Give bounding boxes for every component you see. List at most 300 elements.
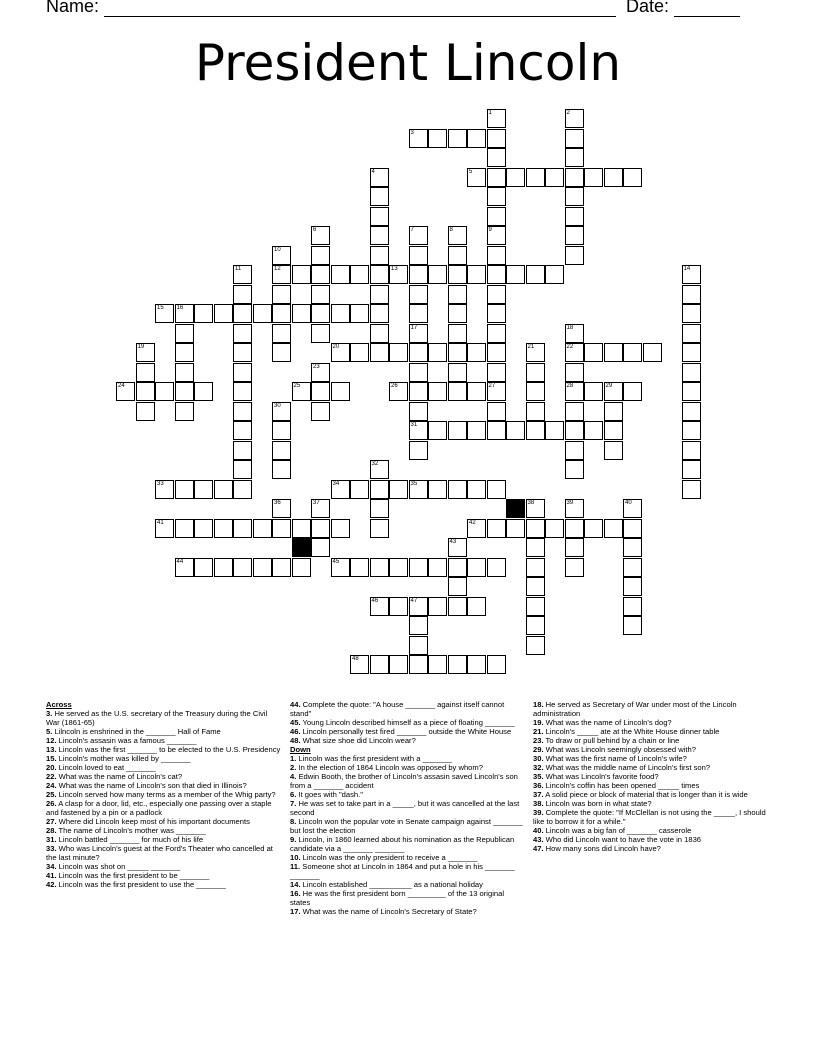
- grid-cell[interactable]: [292, 382, 311, 401]
- grid-cell[interactable]: [623, 616, 642, 635]
- grid-cell[interactable]: [487, 382, 506, 401]
- clue-text: He was the first president born _________ of the 13 original states: [290, 889, 505, 907]
- grid-cell[interactable]: [389, 265, 408, 284]
- clue-number: 21.: [533, 727, 544, 736]
- grid-cell[interactable]: [526, 616, 545, 635]
- grid-cell[interactable]: [409, 655, 428, 674]
- grid-cell[interactable]: [370, 655, 389, 674]
- grid-cell[interactable]: [682, 363, 701, 382]
- grid-cell[interactable]: [467, 421, 486, 440]
- clue-number-label: 41: [157, 519, 164, 526]
- clue-text: How many sons did Lincoln have?: [543, 844, 661, 853]
- grid-cell[interactable]: [545, 168, 564, 187]
- grid-cell[interactable]: [565, 187, 584, 206]
- grid-cell[interactable]: [526, 382, 545, 401]
- grid-cell[interactable]: [272, 519, 291, 538]
- grid-cell[interactable]: [623, 382, 642, 401]
- clue-number: 46.: [290, 727, 301, 736]
- grid-cell[interactable]: [331, 304, 350, 323]
- grid-cell[interactable]: [253, 558, 272, 577]
- clue-text: What was the name of Lincoln's dog?: [543, 718, 672, 727]
- clue-number-label: 16: [176, 305, 184, 311]
- grid-cell[interactable]: [448, 304, 467, 323]
- clue-text: What was the name of Lincoln's cat?: [56, 772, 183, 781]
- grid-cell[interactable]: [545, 421, 564, 440]
- grid-cell[interactable]: [311, 285, 330, 304]
- grid-cell[interactable]: [506, 421, 525, 440]
- grid-cell[interactable]: [487, 402, 506, 421]
- grid-cell[interactable]: [292, 265, 311, 284]
- grid-cell[interactable]: [448, 421, 467, 440]
- grid-cell[interactable]: [272, 441, 291, 460]
- grid-cell[interactable]: [331, 343, 350, 362]
- grid-cell[interactable]: [155, 480, 174, 499]
- grid-cell[interactable]: [604, 519, 623, 538]
- grid-cell[interactable]: [370, 480, 389, 499]
- grid-cell[interactable]: [214, 480, 233, 499]
- grid-cell[interactable]: [487, 285, 506, 304]
- grid-cell[interactable]: [370, 304, 389, 323]
- grid-cell[interactable]: [233, 519, 252, 538]
- grid-cell[interactable]: [233, 304, 252, 323]
- grid-cell[interactable]: [311, 499, 330, 518]
- grid-cell[interactable]: [272, 402, 291, 421]
- grid-cell[interactable]: [214, 519, 233, 538]
- grid-cell[interactable]: [175, 363, 194, 382]
- grid-cell[interactable]: [506, 519, 525, 538]
- grid-cell[interactable]: [487, 655, 506, 674]
- grid-cell[interactable]: [116, 382, 135, 401]
- grid-cell[interactable]: [526, 577, 545, 596]
- grid-cell[interactable]: [214, 558, 233, 577]
- down-heading: Down: [290, 745, 311, 754]
- grid-cell[interactable]: [565, 246, 584, 265]
- grid-cell[interactable]: [623, 558, 642, 577]
- grid-cell[interactable]: [565, 421, 584, 440]
- grid-cell[interactable]: [623, 538, 642, 557]
- grid-cell[interactable]: [253, 304, 272, 323]
- grid-cell[interactable]: [428, 265, 447, 284]
- grid-cell[interactable]: [526, 402, 545, 421]
- grid-cell[interactable]: [428, 421, 447, 440]
- grid-cell[interactable]: [565, 499, 584, 518]
- grid-cell[interactable]: [331, 480, 350, 499]
- clue-number: 18.: [533, 700, 544, 709]
- grid-cell[interactable]: [409, 382, 428, 401]
- grid-cell[interactable]: [526, 538, 545, 557]
- grid-cell[interactable]: [214, 304, 233, 323]
- grid-cell[interactable]: [448, 324, 467, 343]
- clue-number-label: 48: [352, 656, 359, 662]
- grid-cell[interactable]: [526, 363, 545, 382]
- grid-cell[interactable]: [272, 304, 291, 323]
- grid-cell[interactable]: [682, 285, 701, 304]
- grid-cell[interactable]: [389, 655, 408, 674]
- grid-cell[interactable]: [350, 265, 369, 284]
- grid-cell[interactable]: [272, 265, 291, 284]
- grid-cell[interactable]: [311, 324, 330, 343]
- grid-cell[interactable]: [565, 207, 584, 226]
- grid-cell[interactable]: [682, 441, 701, 460]
- grid-cell[interactable]: [233, 421, 252, 440]
- grid-cell[interactable]: [682, 382, 701, 401]
- grid-cell[interactable]: [409, 324, 428, 343]
- grid-cell[interactable]: [682, 265, 701, 284]
- grid-cell[interactable]: [311, 538, 330, 557]
- grid-cell[interactable]: [350, 655, 369, 674]
- clue-text: What size shoe did Lincoln wear?: [300, 736, 416, 745]
- grid-cell[interactable]: [467, 597, 486, 616]
- grid-cell[interactable]: [311, 519, 330, 538]
- grid-cell[interactable]: [409, 597, 428, 616]
- grid-cell[interactable]: [526, 558, 545, 577]
- grid-cell[interactable]: [448, 285, 467, 304]
- grid-cell[interactable]: [623, 597, 642, 616]
- grid-cell[interactable]: [428, 382, 447, 401]
- grid-cell[interactable]: [331, 382, 350, 401]
- grid-cell[interactable]: [428, 558, 447, 577]
- grid-cell[interactable]: [233, 480, 252, 499]
- clue-number-label: 17: [410, 324, 418, 331]
- grid-cell[interactable]: [565, 441, 584, 460]
- grid-cell[interactable]: [526, 343, 545, 362]
- grid-cell[interactable]: [409, 402, 428, 421]
- grid-cell[interactable]: [194, 382, 213, 401]
- grid-cell[interactable]: [389, 558, 408, 577]
- grid-cell[interactable]: [565, 460, 584, 479]
- grid-cell[interactable]: [272, 343, 291, 362]
- grid-cell[interactable]: [487, 129, 506, 148]
- grid-cell[interactable]: [136, 363, 155, 382]
- grid-cell[interactable]: [487, 343, 506, 362]
- grid-cell[interactable]: [565, 402, 584, 421]
- grid-cell[interactable]: [233, 324, 252, 343]
- grid-cell[interactable]: [682, 460, 701, 479]
- grid-cell[interactable]: [565, 343, 584, 362]
- grid-cell[interactable]: [389, 382, 408, 401]
- clue-number-label: 26: [391, 383, 398, 389]
- grid-cell[interactable]: [487, 304, 506, 323]
- grid-cell[interactable]: [370, 499, 389, 518]
- grid-cell[interactable]: [604, 421, 623, 440]
- grid-cell[interactable]: [604, 382, 623, 401]
- grid-cell[interactable]: [565, 363, 584, 382]
- grid-cell[interactable]: [565, 558, 584, 577]
- grid-cell[interactable]: [487, 246, 506, 265]
- grid-cell[interactable]: [467, 480, 486, 499]
- grid-cell[interactable]: [448, 577, 467, 596]
- grid-cell[interactable]: [370, 324, 389, 343]
- grid-cell[interactable]: [233, 441, 252, 460]
- grid-cell[interactable]: [350, 558, 369, 577]
- grid-cell[interactable]: [682, 304, 701, 323]
- grid-cell[interactable]: [487, 109, 506, 128]
- grid-cell[interactable]: [409, 226, 428, 245]
- grid-cell[interactable]: [604, 441, 623, 460]
- clue: [290, 700, 526, 718]
- grid-cell[interactable]: [409, 246, 428, 265]
- grid-cell[interactable]: [545, 265, 564, 284]
- grid-cell[interactable]: [409, 265, 428, 284]
- clue: [290, 817, 526, 835]
- grid-cell[interactable]: [487, 519, 506, 538]
- grid-cell[interactable]: [467, 129, 486, 148]
- grid-cell[interactable]: [565, 324, 584, 343]
- grid-cell[interactable]: [467, 519, 486, 538]
- grid-cell[interactable]: [233, 558, 252, 577]
- grid-cell[interactable]: [584, 421, 603, 440]
- grid-cell[interactable]: [175, 343, 194, 362]
- grid-cell[interactable]: [233, 265, 252, 284]
- grid-cell[interactable]: [370, 597, 389, 616]
- grid-cell[interactable]: [448, 480, 467, 499]
- grid-cell[interactable]: [409, 304, 428, 323]
- grid-cell[interactable]: [584, 382, 603, 401]
- grid-cell[interactable]: [389, 480, 408, 499]
- grid-cell[interactable]: [526, 421, 545, 440]
- grid-cell[interactable]: [194, 519, 213, 538]
- grid-cell[interactable]: [350, 480, 369, 499]
- grid-cell[interactable]: [370, 226, 389, 245]
- grid-cell[interactable]: [623, 499, 642, 518]
- grid-cell[interactable]: [175, 382, 194, 401]
- clue-number: 43.: [533, 835, 544, 844]
- grid-cell[interactable]: [467, 168, 486, 187]
- clue-number: 33.: [46, 844, 57, 853]
- grid-cell[interactable]: [331, 265, 350, 284]
- grid-cell[interactable]: [428, 597, 447, 616]
- grid-cell[interactable]: [331, 558, 350, 577]
- grid-cell[interactable]: [194, 304, 213, 323]
- grid-cell[interactable]: [370, 558, 389, 577]
- grid-cell[interactable]: [175, 304, 194, 323]
- grid-cell[interactable]: [311, 265, 330, 284]
- grid-cell[interactable]: [175, 480, 194, 499]
- grid-cell[interactable]: [487, 168, 506, 187]
- grid-cell[interactable]: [487, 421, 506, 440]
- grid-cell[interactable]: [526, 499, 545, 518]
- grid-cell[interactable]: [487, 363, 506, 382]
- grid-cell[interactable]: [643, 343, 662, 362]
- grid-cell[interactable]: [409, 558, 428, 577]
- clue-number-label: 32: [371, 461, 379, 467]
- grid-cell[interactable]: [331, 519, 350, 538]
- grid-cell[interactable]: [565, 382, 584, 401]
- clue-text: Lincoln was the first president with a _______: [296, 754, 453, 763]
- grid-cell[interactable]: [409, 636, 428, 655]
- black-square: [292, 538, 311, 557]
- grid-cell[interactable]: [448, 343, 467, 362]
- clue-number: 22.: [46, 772, 57, 781]
- grid-cell[interactable]: [526, 519, 545, 538]
- grid-cell[interactable]: [292, 304, 311, 323]
- grid-cell[interactable]: [233, 363, 252, 382]
- grid-cell[interactable]: [448, 655, 467, 674]
- grid-cell[interactable]: [565, 538, 584, 557]
- grid-cell[interactable]: [428, 129, 447, 148]
- grid-cell[interactable]: [311, 246, 330, 265]
- grid-cell[interactable]: [311, 226, 330, 245]
- grid-cell[interactable]: [467, 558, 486, 577]
- grid-cell[interactable]: [272, 499, 291, 518]
- grid-cell[interactable]: [311, 382, 330, 401]
- clue-text: Lincoln won the popular vote in Senate campaign against _______ but lost the election: [290, 817, 523, 835]
- grid-cell[interactable]: [350, 343, 369, 362]
- grid-cell[interactable]: [487, 148, 506, 167]
- grid-cell[interactable]: [233, 402, 252, 421]
- grid-cell[interactable]: [565, 129, 584, 148]
- grid-cell[interactable]: [448, 558, 467, 577]
- grid-cell[interactable]: [448, 246, 467, 265]
- grid-cell[interactable]: [155, 382, 174, 401]
- grid-cell[interactable]: [584, 343, 603, 362]
- grid-cell[interactable]: [136, 402, 155, 421]
- grid-cell[interactable]: [467, 265, 486, 284]
- grid-cell[interactable]: [175, 519, 194, 538]
- clue-number-label: 9: [488, 227, 492, 233]
- grid-cell[interactable]: [136, 343, 155, 362]
- grid-cell[interactable]: [370, 519, 389, 538]
- clue-number-label: 5: [469, 168, 473, 175]
- clue-text: He served as the U.S. secretary of the Treasury during the Civil War (1861-65): [46, 709, 268, 727]
- grid-cell[interactable]: [292, 558, 311, 577]
- grid-cell[interactable]: [370, 285, 389, 304]
- grid-cell[interactable]: [448, 538, 467, 557]
- grid-cell[interactable]: [175, 402, 194, 421]
- grid-cell[interactable]: [487, 207, 506, 226]
- grid-cell[interactable]: [448, 597, 467, 616]
- grid-cell[interactable]: [350, 304, 369, 323]
- grid-cell[interactable]: [311, 402, 330, 421]
- grid-cell[interactable]: [409, 285, 428, 304]
- grid-cell[interactable]: [272, 324, 291, 343]
- grid-cell[interactable]: [623, 577, 642, 596]
- grid-cell[interactable]: [506, 265, 525, 284]
- grid-cell[interactable]: [428, 655, 447, 674]
- grid-cell[interactable]: [370, 168, 389, 187]
- grid-cell[interactable]: [194, 558, 213, 577]
- grid-cell[interactable]: [487, 324, 506, 343]
- grid-cell[interactable]: [389, 597, 408, 616]
- clue-number: 11.: [290, 862, 301, 871]
- grid-cell[interactable]: [448, 382, 467, 401]
- grid-cell[interactable]: [155, 304, 174, 323]
- clue: [290, 763, 526, 772]
- grid-cell[interactable]: [506, 168, 525, 187]
- grid-cell[interactable]: [584, 168, 603, 187]
- grid-cell[interactable]: [253, 519, 272, 538]
- grid-cell[interactable]: [623, 168, 642, 187]
- clue: [533, 727, 769, 736]
- grid-cell[interactable]: [448, 265, 467, 284]
- grid-cell[interactable]: [175, 324, 194, 343]
- grid-cell[interactable]: [370, 460, 389, 479]
- grid-cell[interactable]: [272, 558, 291, 577]
- grid-cell[interactable]: [682, 402, 701, 421]
- grid-cell[interactable]: [233, 343, 252, 362]
- grid-cell[interactable]: [604, 168, 623, 187]
- grid-cell[interactable]: [526, 597, 545, 616]
- grid-cell[interactable]: [409, 480, 428, 499]
- grid-cell[interactable]: [428, 343, 447, 362]
- grid-cell[interactable]: [409, 616, 428, 635]
- grid-cell[interactable]: [272, 460, 291, 479]
- grid-cell[interactable]: [370, 265, 389, 284]
- grid-cell[interactable]: [311, 363, 330, 382]
- grid-cell[interactable]: [565, 226, 584, 245]
- grid-cell[interactable]: [487, 265, 506, 284]
- grid-cell[interactable]: [292, 519, 311, 538]
- grid-cell[interactable]: [272, 246, 291, 265]
- grid-cell[interactable]: [565, 519, 584, 538]
- grid-cell[interactable]: [526, 168, 545, 187]
- grid-cell[interactable]: [545, 519, 564, 538]
- grid-cell[interactable]: [467, 655, 486, 674]
- grid-cell[interactable]: [233, 285, 252, 304]
- grid-cell[interactable]: [175, 558, 194, 577]
- grid-cell[interactable]: [311, 304, 330, 323]
- grid-cell[interactable]: [448, 363, 467, 382]
- grid-cell[interactable]: [487, 187, 506, 206]
- grid-cell[interactable]: [233, 382, 252, 401]
- grid-cell[interactable]: [194, 480, 213, 499]
- grid-cell[interactable]: [136, 382, 155, 401]
- grid-cell[interactable]: [565, 148, 584, 167]
- grid-cell[interactable]: [565, 109, 584, 128]
- grid-cell[interactable]: [428, 480, 447, 499]
- grid-cell[interactable]: [487, 558, 506, 577]
- grid-cell[interactable]: [604, 343, 623, 362]
- grid-cell[interactable]: [623, 519, 642, 538]
- grid-cell[interactable]: [584, 519, 603, 538]
- grid-cell[interactable]: [370, 207, 389, 226]
- grid-cell[interactable]: [467, 343, 486, 362]
- grid-cell[interactable]: [409, 441, 428, 460]
- grid-cell[interactable]: [487, 480, 506, 499]
- grid-cell[interactable]: [623, 343, 642, 362]
- grid-cell[interactable]: [370, 343, 389, 362]
- grid-cell[interactable]: [448, 129, 467, 148]
- grid-cell[interactable]: [370, 187, 389, 206]
- grid-cell[interactable]: [370, 246, 389, 265]
- grid-cell[interactable]: [409, 363, 428, 382]
- grid-cell[interactable]: [389, 343, 408, 362]
- clue-text: Lincoln battled _______ for much of his life: [56, 835, 204, 844]
- grid-cell[interactable]: [565, 168, 584, 187]
- grid-cell[interactable]: [155, 519, 174, 538]
- clue: [290, 862, 526, 880]
- clue: [533, 790, 769, 799]
- grid-cell[interactable]: [682, 343, 701, 362]
- grid-cell[interactable]: [448, 226, 467, 245]
- grid-cell[interactable]: [409, 129, 428, 148]
- grid-cell[interactable]: [604, 402, 623, 421]
- grid-cell[interactable]: [409, 421, 428, 440]
- grid-cell[interactable]: [233, 460, 252, 479]
- clue-number: 5.: [46, 727, 53, 736]
- grid-cell[interactable]: [682, 324, 701, 343]
- grid-cell[interactable]: [272, 285, 291, 304]
- grid-cell[interactable]: [526, 265, 545, 284]
- grid-cell[interactable]: [467, 382, 486, 401]
- grid-cell[interactable]: [526, 636, 545, 655]
- grid-cell[interactable]: [409, 343, 428, 362]
- grid-cell[interactable]: [682, 421, 701, 440]
- clue-number-label: 13: [391, 266, 398, 272]
- grid-cell[interactable]: [487, 226, 506, 245]
- grid-cell[interactable]: [272, 421, 291, 440]
- grid-cell[interactable]: [682, 480, 701, 499]
